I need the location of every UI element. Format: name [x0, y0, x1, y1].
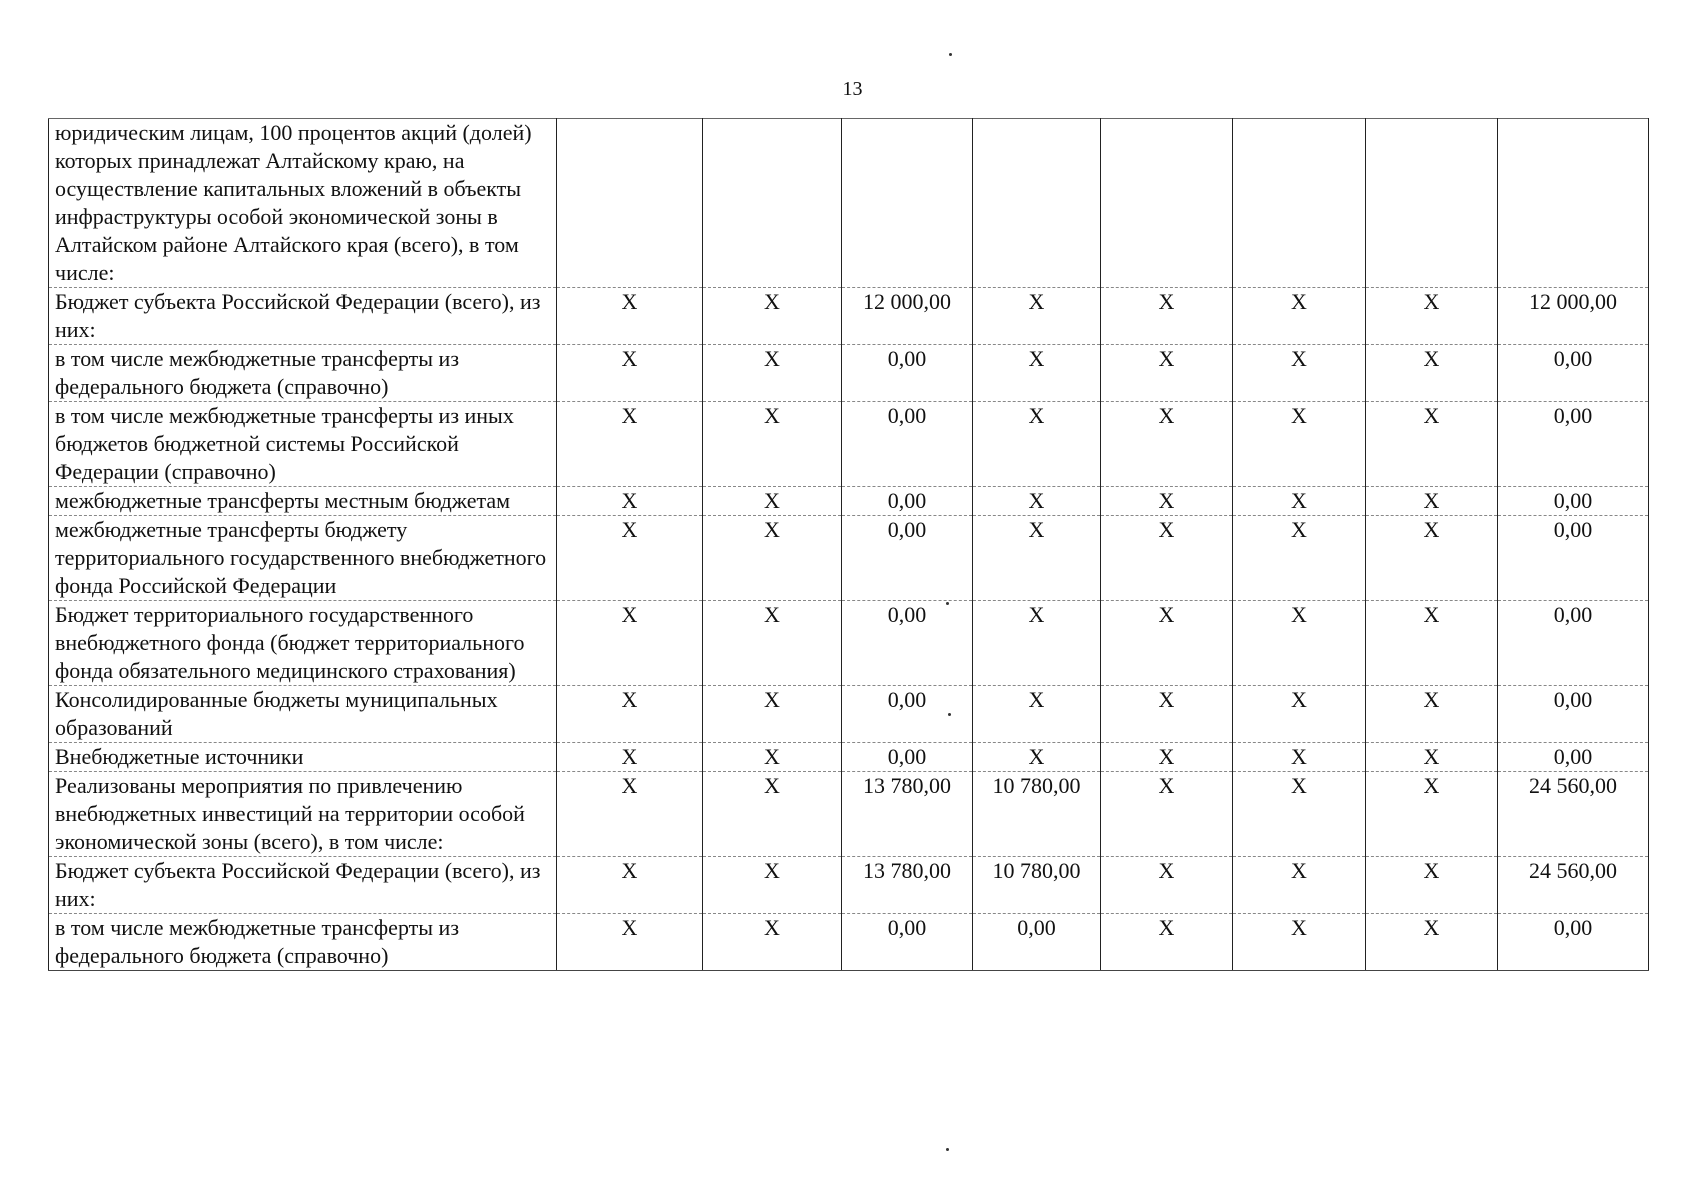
cell-col-4 — [973, 119, 1101, 288]
cell-col-3: 0,00 — [842, 345, 973, 402]
cell-col-2: X — [703, 487, 842, 516]
cell-col-8: 0,00 — [1498, 914, 1649, 971]
cell-col-4: X — [973, 601, 1101, 686]
cell-col-2: X — [703, 914, 842, 971]
cell-col-5: X — [1101, 487, 1233, 516]
cell-col-8: 0,00 — [1498, 402, 1649, 487]
row-label: межбюджетные трансферты местным бюджетам — [49, 487, 557, 516]
cell-col-2: X — [703, 601, 842, 686]
cell-col-6: X — [1233, 914, 1366, 971]
table-row — [49, 772, 1649, 857]
cell-col-7: X — [1366, 914, 1498, 971]
page-number: 13 — [842, 78, 863, 100]
cell-col-2: X — [703, 686, 842, 743]
row-label: Бюджет территориального государственного внебюджетного фонда (бюджет территориального фонда обязательного медицинского страхования) — [49, 601, 557, 686]
table-row — [49, 686, 1649, 743]
cell-col-8: 0,00 — [1498, 686, 1649, 743]
cell-col-6: X — [1233, 487, 1366, 516]
budget-table — [48, 118, 1649, 971]
cell-col-6: X — [1233, 402, 1366, 487]
row-label: межбюджетные трансферты бюджету территориального государственного внебюджетного фонда Российской Федерации — [49, 516, 557, 601]
cell-col-3: 0,00 — [842, 686, 973, 743]
cell-col-2: X — [703, 345, 842, 402]
cell-col-2 — [703, 119, 842, 288]
row-label: Бюджет субъекта Российской Федерации (всего), из них: — [49, 288, 557, 345]
scan-speck — [949, 53, 952, 56]
cell-col-6 — [1233, 119, 1366, 288]
cell-col-5: X — [1101, 601, 1233, 686]
row-label: Реализованы мероприятия по привлечению внебюджетных инвестиций на территории особой экономической зоны (всего), в том числе: — [49, 772, 557, 857]
table-row — [49, 914, 1649, 971]
cell-col-1: X — [557, 288, 703, 345]
cell-col-6: X — [1233, 857, 1366, 914]
cell-col-8: 0,00 — [1498, 601, 1649, 686]
cell-col-1: X — [557, 772, 703, 857]
cell-col-2: X — [703, 857, 842, 914]
cell-col-4: X — [973, 487, 1101, 516]
table-row — [49, 857, 1649, 914]
cell-col-2: X — [703, 516, 842, 601]
cell-col-1: X — [557, 402, 703, 487]
row-label: в том числе межбюджетные трансферты из федерального бюджета (справочно) — [49, 345, 557, 402]
cell-col-2: X — [703, 772, 842, 857]
cell-col-3: 0,00 — [842, 402, 973, 487]
cell-col-6: X — [1233, 288, 1366, 345]
cell-col-1: X — [557, 686, 703, 743]
scan-speck — [946, 1148, 949, 1151]
row-label: в том числе межбюджетные трансферты из федерального бюджета (справочно) — [49, 914, 557, 971]
cell-col-1: X — [557, 601, 703, 686]
table-body — [49, 119, 1649, 971]
cell-col-6: X — [1233, 686, 1366, 743]
cell-col-7: X — [1366, 686, 1498, 743]
cell-col-7: X — [1366, 743, 1498, 772]
row-label: юридическим лицам, 100 процентов акций (долей) которых принадлежат Алтайскому краю, на осуществление капитальных вложений в объекты инфраструктуры особой экономической зоны в Алтайском районе Алтайского края (всего), в том числе: — [49, 119, 557, 288]
cell-col-8: 0,00 — [1498, 743, 1649, 772]
cell-col-4: X — [973, 743, 1101, 772]
cell-col-5: X — [1101, 402, 1233, 487]
cell-col-8: 0,00 — [1498, 345, 1649, 402]
cell-col-8: 24 560,00 — [1498, 772, 1649, 857]
cell-col-6: X — [1233, 345, 1366, 402]
cell-col-5: X — [1101, 288, 1233, 345]
cell-col-4: X — [973, 516, 1101, 601]
row-label: Бюджет субъекта Российской Федерации (всего), из них: — [49, 857, 557, 914]
cell-col-6: X — [1233, 516, 1366, 601]
cell-col-5: X — [1101, 857, 1233, 914]
cell-col-3: 0,00 — [842, 601, 973, 686]
cell-col-1: X — [557, 857, 703, 914]
cell-col-1 — [557, 119, 703, 288]
table-row — [49, 119, 1649, 288]
cell-col-3: 0,00 — [842, 487, 973, 516]
cell-col-7: X — [1366, 288, 1498, 345]
cell-col-5: X — [1101, 516, 1233, 601]
cell-col-5: X — [1101, 772, 1233, 857]
cell-col-4: 10 780,00 — [973, 857, 1101, 914]
cell-col-3: 0,00 — [842, 516, 973, 601]
table-row — [49, 402, 1649, 487]
cell-col-7 — [1366, 119, 1498, 288]
cell-col-4: 0,00 — [973, 914, 1101, 971]
cell-col-3: 0,00 — [842, 914, 973, 971]
cell-col-5: X — [1101, 345, 1233, 402]
cell-col-1: X — [557, 743, 703, 772]
table-row — [49, 743, 1649, 772]
cell-col-8: 12 000,00 — [1498, 288, 1649, 345]
cell-col-2: X — [703, 743, 842, 772]
cell-col-4: X — [973, 345, 1101, 402]
row-label: Внебюджетные источники — [49, 743, 557, 772]
cell-col-7: X — [1366, 772, 1498, 857]
cell-col-3: 13 780,00 — [842, 772, 973, 857]
cell-col-6: X — [1233, 772, 1366, 857]
cell-col-6: X — [1233, 601, 1366, 686]
cell-col-8: 0,00 — [1498, 516, 1649, 601]
cell-col-1: X — [557, 914, 703, 971]
cell-col-7: X — [1366, 516, 1498, 601]
cell-col-7: X — [1366, 487, 1498, 516]
cell-col-3: 12 000,00 — [842, 288, 973, 345]
table-row — [49, 487, 1649, 516]
cell-col-7: X — [1366, 402, 1498, 487]
cell-col-5: X — [1101, 914, 1233, 971]
table-row — [49, 288, 1649, 345]
cell-col-7: X — [1366, 601, 1498, 686]
table-row — [49, 345, 1649, 402]
cell-col-7: X — [1366, 857, 1498, 914]
cell-col-8: 0,00 — [1498, 487, 1649, 516]
cell-col-3: 0,00 — [842, 743, 973, 772]
table-row — [49, 601, 1649, 686]
cell-col-5: X — [1101, 686, 1233, 743]
cell-col-5 — [1101, 119, 1233, 288]
cell-col-2: X — [703, 402, 842, 487]
cell-col-7: X — [1366, 345, 1498, 402]
cell-col-3: 13 780,00 — [842, 857, 973, 914]
cell-col-1: X — [557, 345, 703, 402]
cell-col-6: X — [1233, 743, 1366, 772]
row-label: в том числе межбюджетные трансферты из иных бюджетов бюджетной системы Российской Федерации (справочно) — [49, 402, 557, 487]
cell-col-4: 10 780,00 — [973, 772, 1101, 857]
cell-col-1: X — [557, 516, 703, 601]
cell-col-5: X — [1101, 743, 1233, 772]
table-row — [49, 516, 1649, 601]
cell-col-3 — [842, 119, 973, 288]
cell-col-4: X — [973, 288, 1101, 345]
row-label: Консолидированные бюджеты муниципальных образований — [49, 686, 557, 743]
cell-col-4: X — [973, 402, 1101, 487]
cell-col-2: X — [703, 288, 842, 345]
cell-col-4: X — [973, 686, 1101, 743]
cell-col-8: 24 560,00 — [1498, 857, 1649, 914]
cell-col-1: X — [557, 487, 703, 516]
cell-col-8 — [1498, 119, 1649, 288]
